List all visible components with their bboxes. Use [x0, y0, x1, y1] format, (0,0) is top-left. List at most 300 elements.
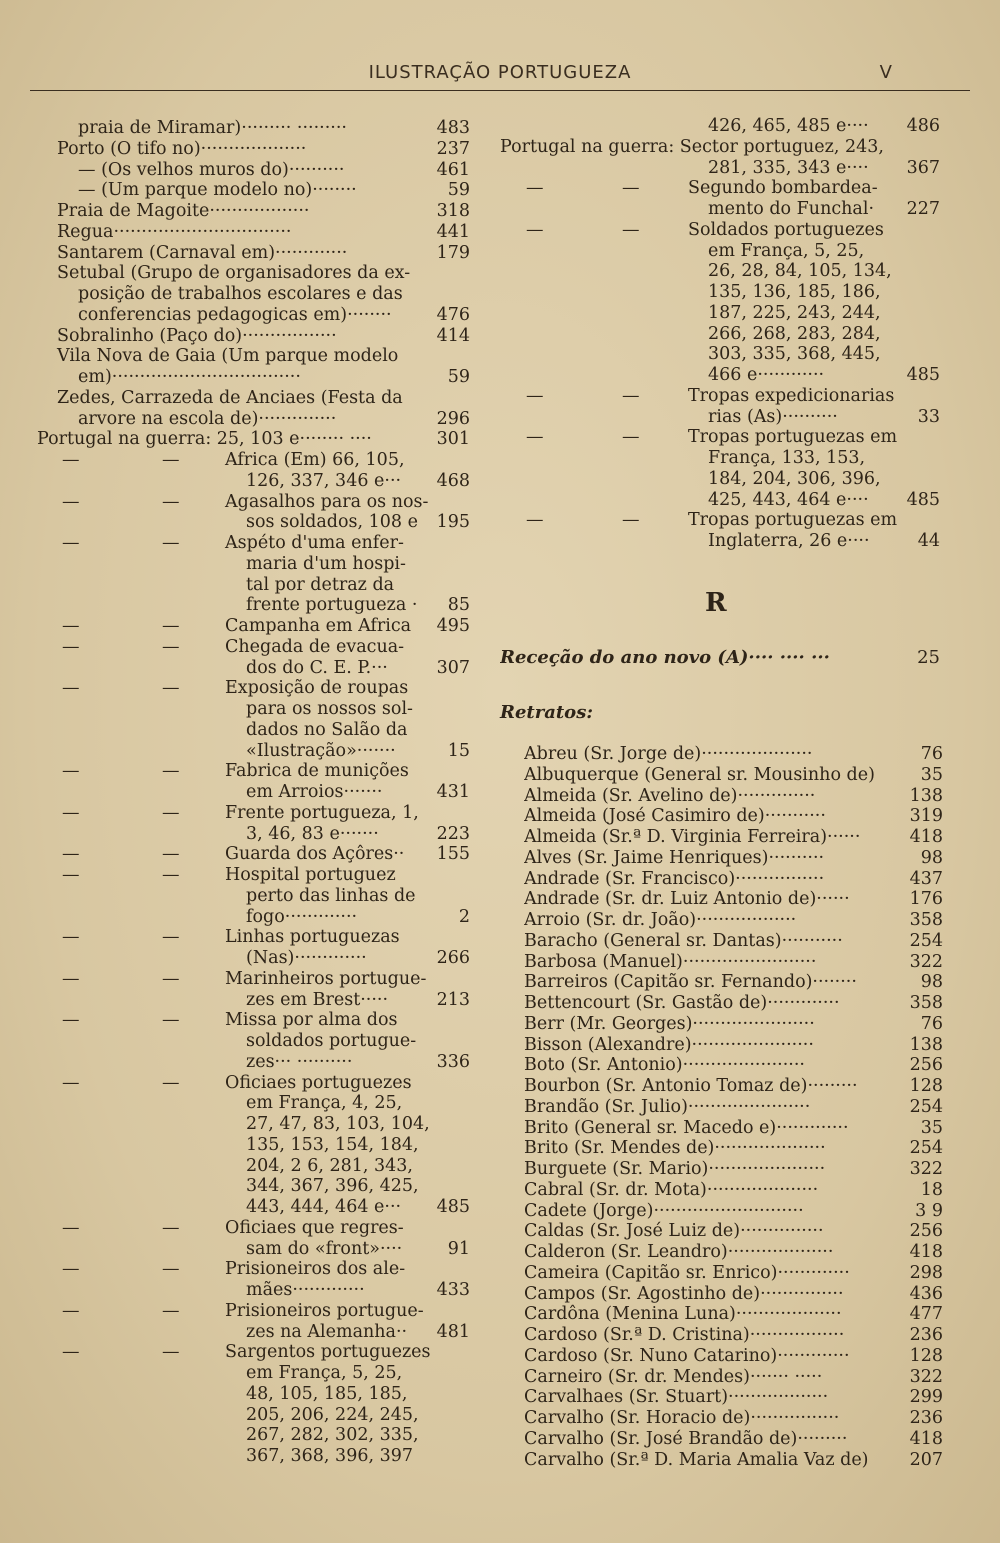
index-entry: [78, 409, 470, 429]
index-entry: [708, 407, 940, 427]
index-entry: [57, 222, 470, 242]
entry-text: fogo·············: [246, 906, 358, 927]
index-entry: [78, 180, 470, 200]
entry-text: Porto (O tifo no)···················: [57, 138, 307, 159]
ditto-dash: —: [62, 927, 80, 948]
entry-text: Carvalho (Sr.ª D. Maria Amalia Vaz de): [524, 1449, 869, 1470]
index-entry: [708, 116, 940, 136]
entry-text: em França, 5, 25,: [246, 1363, 403, 1383]
portrait-entry: [524, 972, 943, 992]
entry-page-number: 85: [447, 595, 470, 616]
index-entry: [57, 139, 470, 159]
entry-page-number: 2: [458, 906, 470, 927]
entry-text: Portugal na guerra: 25, 103 e········ ····: [37, 429, 372, 450]
entry-text: praia de Miramar)········· ·········: [78, 118, 347, 138]
portrait-entry: [524, 1450, 943, 1470]
index-entry: [78, 160, 470, 180]
entry-text: Alves (Sr. Jaime Henriques)··········: [524, 847, 825, 868]
ditto-dash: —: [622, 510, 640, 531]
entry-text: Barbosa (Manuel)························: [524, 951, 817, 972]
entry-page-number: 301: [436, 429, 470, 450]
entry-page-number: 468: [436, 470, 470, 491]
index-entry: [57, 388, 470, 408]
entry-page-number: 138: [909, 785, 943, 806]
entry-text: 426, 465, 485 e····: [708, 116, 869, 136]
portrait-entry: [524, 1408, 943, 1428]
portrait-entry: [524, 993, 943, 1013]
entry-text: Fabrica de munições: [225, 761, 409, 782]
entry-page-number: 254: [909, 930, 943, 951]
portrait-entry: [524, 1284, 943, 1304]
entry-page-number: 236: [909, 1408, 943, 1428]
entry-text: 26, 28, 84, 105, 134,: [708, 261, 892, 282]
index-entry: [62, 450, 470, 470]
page-number: V: [879, 62, 892, 83]
portrait-entry: [524, 931, 943, 951]
ditto-dash: —: [62, 533, 80, 553]
entry-text: Brandão (Sr. Julio)······················: [524, 1096, 811, 1117]
entry-text: Andrade (Sr. Francisco)················: [524, 868, 825, 889]
entry-page-number: 322: [909, 951, 943, 972]
ditto-dash: —: [162, 678, 180, 699]
portrait-entry: [524, 1346, 943, 1366]
entry-page-number: 299: [909, 1387, 943, 1408]
index-entry: [526, 178, 940, 199]
entry-page-number: 319: [909, 806, 943, 827]
index-entry: [57, 201, 470, 221]
entry-text: Andrade (Sr. dr. Luiz Antonio de)······: [524, 889, 850, 910]
index-entry: [708, 448, 940, 468]
index-entry: [62, 491, 470, 512]
portrait-entry: [524, 889, 943, 909]
index-entry: [246, 1197, 470, 1217]
entry-text: Cadete (Jorge)···························: [524, 1200, 804, 1221]
index-entry: [246, 1176, 470, 1196]
portrait-entry: [524, 1242, 943, 1262]
ditto-dash: —: [62, 865, 80, 885]
entry-page-number: 256: [909, 1221, 943, 1242]
portrait-entry: [524, 1035, 943, 1055]
ditto-dash: —: [162, 450, 180, 470]
portrait-entry: [524, 1159, 943, 1179]
index-entry: [246, 575, 470, 595]
index-entry: [246, 1135, 470, 1155]
ditto-dash: —: [162, 1010, 180, 1031]
portrait-entry: [524, 848, 943, 868]
entry-text: Bourbon (Sr. Antonio Tomaz de)·········: [524, 1076, 858, 1096]
index-entry: [526, 510, 940, 531]
ditto-dash: —: [162, 802, 180, 823]
entry-page-number: 418: [909, 827, 943, 847]
index-entry: [62, 1010, 470, 1031]
index-entry: [246, 699, 470, 719]
portrait-entry: [524, 1118, 943, 1138]
index-entry: [78, 305, 470, 325]
portrait-entry: [524, 1076, 943, 1096]
publication-title: ILUSTRAÇÃO PORTUGUEZA: [368, 62, 632, 83]
entry-text: — (Os velhos muros do)··········: [78, 159, 345, 180]
entry-text: Segundo bombardea-: [688, 178, 878, 199]
entry-text: Baracho (General sr. Dantas)···········: [524, 930, 843, 951]
index-entry: [57, 243, 470, 263]
index-entry: [708, 365, 940, 385]
ditto-dash: —: [526, 219, 544, 240]
rececao-text: Receção do ano novo (A)···· ···· ···: [500, 648, 830, 668]
entry-text: Cabral (Sr. dr. Mota)····················: [524, 1179, 819, 1200]
index-entry: [708, 531, 940, 551]
rececao-entry: [500, 648, 940, 668]
section-letter: R: [705, 588, 727, 618]
entry-text: Missa por alma dos: [225, 1010, 398, 1031]
ditto-dash: —: [162, 761, 180, 782]
entry-text: zes em Brest·····: [246, 989, 389, 1010]
index-entry: [708, 344, 940, 364]
index-entry: [57, 326, 470, 346]
retratos-heading: Retratos:: [500, 702, 593, 723]
entry-text: zes na Alemanha··: [246, 1321, 408, 1342]
entry-page-number: 98: [920, 847, 943, 868]
portrait-entry: [524, 1201, 943, 1221]
index-entry: [62, 533, 470, 553]
entry-page-number: 437: [909, 868, 943, 889]
entry-text: 3, 46, 83 e·······: [246, 823, 379, 844]
index-entry: [62, 927, 470, 948]
entry-text: 267, 282, 302, 335,: [246, 1425, 419, 1446]
ditto-dash: —: [162, 968, 180, 989]
index-entry: [526, 427, 940, 448]
entry-text: Praia de Magoite··················: [57, 201, 310, 221]
entry-text: Abreu (Sr. Jorge de)····················: [524, 744, 813, 764]
entry-text: 184, 204, 306, 396,: [708, 468, 881, 489]
index-entry: [78, 284, 470, 304]
ditto-dash: —: [622, 178, 640, 199]
portrait-entry: [524, 1263, 943, 1283]
entry-page-number: 436: [909, 1283, 943, 1304]
entry-text: 205, 206, 224, 245,: [246, 1404, 419, 1425]
index-entry: [708, 303, 940, 323]
ditto-dash: —: [162, 636, 180, 657]
index-entry: [246, 782, 470, 802]
ditto-dash: —: [62, 636, 80, 657]
entry-page-number: 76: [920, 744, 943, 764]
index-entry: [246, 886, 470, 906]
entry-text: Campanha em Africa: [225, 616, 412, 636]
entry-text: perto das linhas de: [246, 885, 416, 906]
index-entry: [708, 282, 940, 302]
entry-page-number: 481: [436, 1321, 470, 1342]
entry-page-number: 207: [909, 1449, 943, 1470]
entry-text: frente portugueza ·: [246, 595, 418, 616]
portrait-entry: [524, 1387, 943, 1407]
entry-text: 204, 2 6, 281, 343,: [246, 1155, 413, 1176]
portrait-entry: [524, 1325, 943, 1345]
portrait-entry: [524, 1138, 943, 1158]
entry-text: 126, 337, 346 e···: [246, 470, 402, 491]
entry-text: 425, 443, 464 e····: [708, 489, 869, 510]
entry-text: 135, 153, 154, 184,: [246, 1134, 419, 1155]
portrait-entry: [524, 1097, 943, 1117]
portrait-entry: [524, 869, 943, 889]
entry-page-number: 33: [917, 406, 940, 427]
entry-text: em França, 4, 25,: [246, 1093, 403, 1114]
ditto-dash: —: [162, 533, 180, 553]
entry-page-number: 485: [436, 1197, 470, 1217]
index-entry: [526, 385, 940, 406]
entry-text: maria d'um hospi-: [246, 553, 406, 574]
entry-text: Marinheiros portugue-: [225, 968, 427, 989]
index-entry: [246, 1031, 470, 1051]
entry-text: França, 133, 153,: [708, 448, 866, 468]
portrait-entry: [524, 1304, 943, 1324]
index-entry: [78, 118, 470, 138]
entry-text: Barreiros (Capitão sr. Fernando)········: [524, 972, 857, 993]
entry-page-number: 195: [436, 512, 470, 533]
entry-text: Prisioneiros dos ale-: [225, 1259, 406, 1280]
index-entry: [246, 1280, 470, 1300]
ditto-dash: —: [622, 427, 640, 448]
entry-text: Berr (Mr. Georges)······················: [524, 1013, 815, 1034]
entry-page-number: 213: [436, 989, 470, 1010]
ditto-dash: —: [62, 968, 80, 989]
ditto-dash: —: [162, 865, 180, 885]
portrait-entry: [524, 952, 943, 972]
index-entry: [246, 658, 470, 678]
ditto-dash: —: [162, 844, 180, 865]
index-entry: [246, 1114, 470, 1134]
entry-text: conferencias pedagogicas em)········: [78, 304, 392, 325]
entry-text: Tropas portuguezas em: [688, 510, 898, 531]
entry-text: 266, 268, 283, 284,: [708, 323, 881, 344]
entry-page-number: 128: [909, 1076, 943, 1096]
entry-text: Setubal (Grupo de organisadores da ex-: [57, 263, 411, 284]
entry-text: dados no Salão da: [246, 719, 408, 740]
ditto-dash: —: [526, 385, 544, 406]
ditto-dash: —: [62, 1342, 80, 1363]
index-entry: [37, 429, 470, 449]
entry-text: Portugal na guerra: Sector portuguez, 243,: [500, 136, 884, 157]
entry-page-number: 3 9: [915, 1200, 943, 1221]
index-entry: [246, 907, 470, 927]
entry-text: posição de trabalhos escolares e das: [78, 284, 403, 304]
entry-text: 466 e············: [708, 365, 825, 385]
entry-text: Brito (General sr. Macedo e)·············: [524, 1117, 849, 1138]
ditto-dash: —: [526, 178, 544, 199]
index-entry: [62, 616, 470, 636]
ditto-dash: —: [526, 427, 544, 448]
index-entry: [62, 636, 470, 657]
entry-text: soldados portugue-: [246, 1031, 417, 1051]
entry-text: sos soldados, 108 e: [246, 512, 418, 533]
entry-text: 303, 335, 368, 445,: [708, 344, 881, 365]
index-entry: [57, 263, 470, 283]
entry-text: Almeida (Sr.ª D. Virginia Ferreira)······: [524, 827, 861, 847]
entry-text: dos do C. E. P.···: [246, 657, 388, 678]
index-entry: [62, 968, 470, 989]
entry-page-number: 266: [436, 948, 470, 968]
entry-text: Cardôna (Menina Luna)···················: [524, 1304, 842, 1325]
index-entry: [62, 802, 470, 823]
entry-text: Carvalho (Sr. José Brandão de)·········: [524, 1428, 848, 1449]
entry-page-number: 418: [909, 1428, 943, 1449]
entry-text: Almeida (Sr. Avelino de)··············: [524, 785, 816, 806]
entry-page-number: 336: [436, 1051, 470, 1072]
index-entry: [62, 844, 470, 865]
entry-page-number: 44: [917, 531, 940, 551]
portrait-entry: [524, 1429, 943, 1449]
ditto-dash: —: [62, 1259, 80, 1280]
entry-text: Aspéto d'uma enfer-: [225, 533, 404, 553]
entry-text: Vila Nova de Gaia (Um parque modelo: [57, 346, 399, 367]
index-entry: [62, 1342, 470, 1363]
ditto-dash: —: [62, 802, 80, 823]
index-entry: [62, 1072, 470, 1093]
index-entry: [62, 1217, 470, 1238]
index-entry: [246, 1239, 470, 1259]
entry-text: Africa (Em) 66, 105,: [225, 450, 405, 470]
entry-text: tal por detraz da: [246, 574, 395, 595]
index-entry: [246, 471, 470, 491]
entry-page-number: 179: [436, 242, 470, 263]
entry-page-number: 254: [909, 1096, 943, 1117]
ditto-dash: —: [62, 844, 80, 865]
entry-page-number: 236: [909, 1325, 943, 1345]
index-entry: [62, 1259, 470, 1280]
entry-text: para os nossos sol-: [246, 699, 413, 719]
ditto-dash: —: [162, 491, 180, 512]
entry-text: Cardoso (Sr.ª D. Cristina)·················: [524, 1325, 845, 1345]
entry-page-number: 254: [909, 1138, 943, 1159]
entry-page-number: 483: [436, 118, 470, 138]
rececao-page: 25: [917, 647, 940, 668]
entry-page-number: 477: [909, 1304, 943, 1325]
portrait-entry: [524, 744, 943, 764]
entry-page-number: 15: [447, 740, 470, 761]
entry-text: Sobralinho (Paço do)·················: [57, 325, 337, 346]
entry-page-number: 59: [447, 180, 470, 201]
entry-text: Bisson (Alexandre)······················: [524, 1034, 814, 1055]
entry-text: Caldas (Sr. José Luiz de)···············: [524, 1221, 824, 1242]
ditto-dash: —: [162, 1072, 180, 1093]
entry-page-number: 155: [436, 844, 470, 865]
ditto-dash: —: [162, 1342, 180, 1363]
index-entry: [246, 512, 470, 532]
entry-text: Guarda dos Açôres··: [225, 844, 405, 865]
entry-page-number: 227: [906, 199, 940, 219]
index-entry: [62, 865, 470, 885]
entry-page-number: 367: [906, 157, 940, 178]
entry-text: Tropas portuguezas em: [688, 427, 898, 448]
entry-text: Carneiro (Sr. dr. Mendes)······· ·····: [524, 1366, 823, 1387]
entry-page-number: 138: [909, 1034, 943, 1055]
index-entry: [246, 990, 470, 1010]
index-entry: [246, 824, 470, 844]
entry-text: 48, 105, 185, 185,: [246, 1383, 408, 1404]
entry-page-number: 76: [920, 1013, 943, 1034]
entry-text: Cardoso (Sr. Nuno Catarino)·············: [524, 1345, 850, 1366]
entry-page-number: 223: [436, 823, 470, 844]
portrait-entry: [524, 806, 943, 826]
index-entry: [246, 720, 470, 740]
entry-text: (Nas)·············: [246, 948, 367, 968]
index-entry: [246, 1052, 470, 1072]
entry-page-number: 322: [909, 1159, 943, 1179]
entry-text: Almeida (José Casimiro de)···········: [524, 806, 826, 827]
entry-text: zes··· ··········: [246, 1051, 353, 1072]
ditto-dash: —: [62, 1300, 80, 1321]
index-entry: [246, 1405, 470, 1425]
ditto-dash: —: [62, 491, 80, 512]
index-entry: [246, 1446, 470, 1466]
portrait-entry: [524, 1055, 943, 1075]
entry-page-number: 318: [436, 201, 470, 221]
index-entry: [246, 1093, 470, 1113]
entry-text: Frente portugueza, 1,: [225, 802, 419, 823]
index-entry: [708, 199, 940, 219]
ditto-dash: —: [62, 1072, 80, 1093]
portrait-entry: [524, 910, 943, 930]
index-entry: [708, 490, 940, 510]
ditto-dash: —: [622, 385, 640, 406]
ditto-dash: —: [162, 927, 180, 948]
entry-text: Regua································: [57, 221, 292, 242]
index-entry: [708, 324, 940, 344]
entry-text: Soldados portuguezes: [688, 219, 884, 240]
page-header: [30, 60, 970, 91]
index-entry: [62, 678, 470, 699]
entry-page-number: 98: [920, 972, 943, 993]
ditto-dash: —: [162, 616, 180, 636]
entry-text: Oficiaes portuguezes: [225, 1072, 412, 1093]
portrait-entry: [524, 1014, 943, 1034]
entry-page-number: 296: [436, 408, 470, 429]
entry-text: «Ilustração»·······: [246, 740, 396, 761]
index-entry: [708, 158, 940, 178]
entry-text: Cameira (Capitão sr. Enrico)·············: [524, 1262, 850, 1283]
entry-text: arvore na escola de)··············: [78, 408, 337, 429]
index-entry: [246, 1425, 470, 1445]
entry-text: sam do «front»····: [246, 1238, 403, 1259]
entry-text: Burguete (Sr. Mario)·····················: [524, 1159, 826, 1179]
entry-page-number: 18: [920, 1179, 943, 1200]
index-entry: [246, 554, 470, 574]
ditto-dash: —: [62, 1217, 80, 1238]
entry-text: Bettencourt (Sr. Gastão de)·············: [524, 993, 840, 1013]
ditto-dash: —: [526, 510, 544, 531]
entry-page-number: 431: [436, 782, 470, 802]
portrait-entry: [524, 765, 943, 785]
entry-page-number: 414: [436, 325, 470, 346]
index-entry: [708, 241, 940, 261]
ditto-dash: —: [62, 450, 80, 470]
entry-text: Carvalhaes (Sr. Stuart)··················: [524, 1387, 829, 1408]
entry-page-number: 322: [909, 1366, 943, 1387]
entry-page-number: 485: [906, 365, 940, 385]
index-entry: [62, 1300, 470, 1321]
entry-text: rias (As)··········: [708, 406, 838, 427]
entry-text: 27, 47, 83, 103, 104,: [246, 1114, 430, 1134]
ditto-dash: —: [62, 761, 80, 782]
index-entry: [246, 1322, 470, 1342]
ditto-dash: —: [62, 1010, 80, 1031]
entry-page-number: 298: [909, 1262, 943, 1283]
entry-text: mento do Funchal·: [708, 199, 875, 219]
entry-page-number: 358: [909, 910, 943, 930]
entry-text: — (Um parque modelo no)········: [78, 180, 357, 201]
entry-text: Hospital portuguez: [225, 865, 396, 885]
entry-text: 187, 225, 243, 244,: [708, 302, 881, 323]
index-entry: [708, 261, 940, 281]
ditto-dash: —: [62, 616, 80, 636]
